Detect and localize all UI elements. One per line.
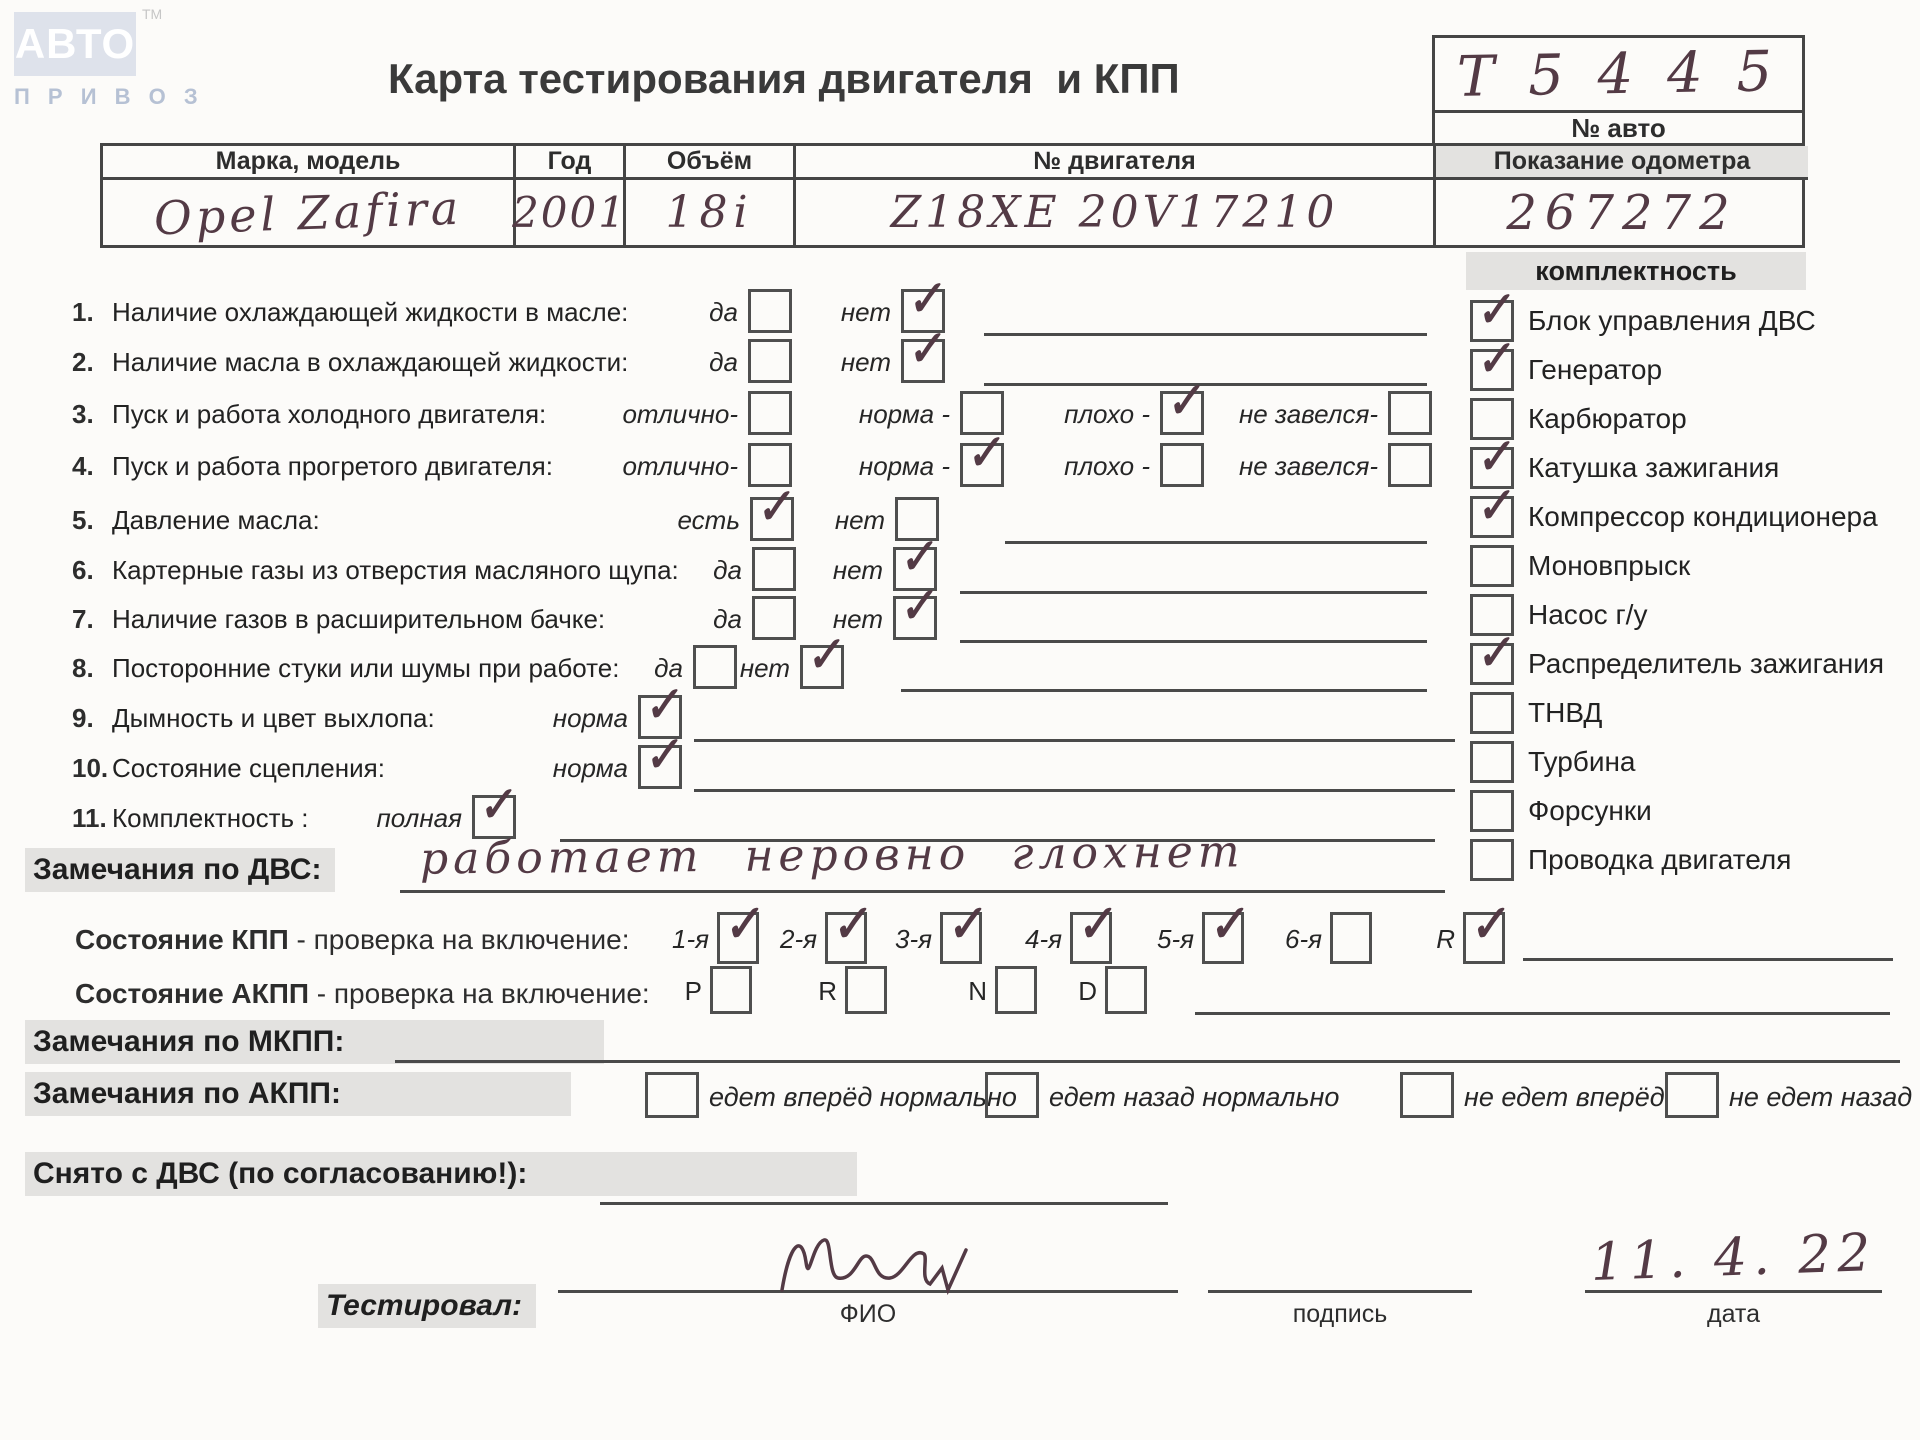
equipment-5-label: Компрессор кондиционера xyxy=(1528,501,1878,532)
item8-label: Посторонние стуки или шумы при работе: xyxy=(112,653,620,683)
item9-label: Дымность и цвет выхлопа: xyxy=(112,703,435,733)
akpp-line xyxy=(1195,1012,1890,1015)
kpp-gear-2-label: 2-я xyxy=(779,924,817,954)
item10-answer-line xyxy=(694,789,1455,792)
equipment-4-checkbox[interactable] xyxy=(1470,429,1516,489)
item5-answer-line xyxy=(1005,541,1427,544)
equipment-12-label: Проводка двигателя xyxy=(1528,844,1792,875)
auto-number-value: T 5 4 4 5 xyxy=(1456,38,1781,110)
fio-caption: ФИО xyxy=(839,1300,897,1328)
kpp-gear-1-checkbox-tick: ✓ xyxy=(718,894,765,954)
item8-option-2-label: нет xyxy=(739,653,790,683)
item3-label: Пуск и работа холодного двигателя: xyxy=(112,399,547,429)
equipment-10-label: Турбина xyxy=(1528,746,1636,777)
equipment-1-label: Блок управления ДВС xyxy=(1528,305,1816,336)
item3-option-4-checkbox[interactable] xyxy=(1388,391,1432,435)
item5-number: 5. xyxy=(72,505,94,535)
kpp-row-label xyxy=(75,924,629,956)
item9-number: 9. xyxy=(72,703,94,733)
equipment-12-checkbox[interactable] xyxy=(1470,839,1514,881)
item6-label: Картерные газы из отверстия масляного щупа: xyxy=(112,555,679,585)
equipment-3-checkbox[interactable] xyxy=(1470,398,1514,440)
item11-label: Комплектность : xyxy=(112,803,309,833)
equipment-9-label: ТНВД xyxy=(1528,697,1603,728)
akpp-gear-3-label: N xyxy=(968,976,987,1006)
item5-label: Давление масла: xyxy=(112,505,320,535)
item10-label: Состояние сцепления: xyxy=(112,753,385,783)
item4-option-1-label: отлично- xyxy=(622,451,738,481)
dvs-remarks-line xyxy=(400,890,1445,893)
item8-option-2-checkbox[interactable] xyxy=(800,627,846,689)
item2-answer-line xyxy=(984,383,1427,386)
kpp-label-rest: - проверка на включение: xyxy=(288,924,630,955)
equipment-11-label: Форсунки xyxy=(1528,795,1652,826)
item6-option-2-checkbox-tick: ✓ xyxy=(894,529,939,586)
item2-option-2-checkbox[interactable] xyxy=(901,321,947,383)
item2-option-2-checkbox-tick: ✓ xyxy=(902,321,947,378)
item11-number: 11. xyxy=(72,803,107,833)
akpp-gear-4-label: D xyxy=(1078,976,1097,1006)
item4-option-3-label: плохо - xyxy=(1064,451,1150,481)
auto-number-label: № авто xyxy=(1571,112,1666,143)
item7-number: 7. xyxy=(72,604,94,634)
item6-option-1-label: да xyxy=(713,555,742,585)
value-volume: 18i xyxy=(665,187,754,238)
item7-option-1-label: да xyxy=(713,604,742,634)
value-make-model: Opel Zafira xyxy=(153,180,463,245)
value-odometer: 267272 xyxy=(1506,184,1738,241)
item7-label: Наличие газов в расширительном бачке: xyxy=(112,604,606,634)
akpp-remarks-option-1-label: едет вперёд нормально xyxy=(709,1082,1017,1112)
item6-option-2-label: нет xyxy=(832,555,883,585)
dvs-remarks-label: Замечания по ДВС: xyxy=(25,848,335,892)
equipment-8-checkbox[interactable] xyxy=(1470,625,1516,685)
item5-option-1-label: есть xyxy=(677,505,740,535)
item4-option-4-label: не завелся- xyxy=(1238,451,1378,481)
equipment-8-label: Распределитель зажигания xyxy=(1528,648,1885,679)
item8-option-1-label: да xyxy=(654,653,683,683)
kpp-gear-5-label: 5-я xyxy=(1156,924,1194,954)
akpp-remarks-option-2-label: едет назад нормально xyxy=(1049,1082,1340,1112)
logo-tm: TM xyxy=(142,6,163,22)
item8-option-2-checkbox-tick: ✓ xyxy=(801,627,846,684)
kpp-gear-1-label: 1-я xyxy=(671,924,709,954)
item4-option-2-label: норма - xyxy=(858,451,950,481)
item5-option-2-checkbox[interactable] xyxy=(895,497,939,541)
akpp-gear-2-checkbox[interactable] xyxy=(845,966,887,1014)
tested-by-label: Тестировал: xyxy=(318,1284,536,1328)
akpp-remarks-label: Замечания по АКПП: xyxy=(25,1072,571,1116)
equipment-4-checkbox-tick: ✓ xyxy=(1471,429,1516,486)
dvs-remarks-value: работает неровно глохнет xyxy=(419,826,1245,885)
akpp-gear-1-label: P xyxy=(684,976,702,1006)
date-value: 11. 4. 22 xyxy=(1589,1223,1878,1293)
kpp-gear-3-checkbox-tick: ✓ xyxy=(941,894,988,954)
item3-option-3-checkbox-tick: ✓ xyxy=(1161,373,1206,430)
kpp-gear-6-checkbox[interactable] xyxy=(1330,912,1372,964)
item9-option-1-label: норма xyxy=(552,703,628,733)
equipment-7-checkbox[interactable] xyxy=(1470,594,1514,636)
akpp-label-bold: Состояние АКПП xyxy=(75,978,309,1009)
kpp-gear-7-label: R xyxy=(1436,924,1455,954)
kpp-gear-6-label: 6-я xyxy=(1284,924,1322,954)
equipment-2-checkbox-tick: ✓ xyxy=(1471,331,1516,388)
item8-answer-line xyxy=(901,689,1427,692)
date-caption: дата xyxy=(1706,1300,1760,1328)
item9-option-1-checkbox[interactable] xyxy=(638,677,684,739)
equipment-3-label: Карбюратор xyxy=(1528,403,1687,434)
mkpp-remarks-label: Замечания по МКПП: xyxy=(25,1020,604,1064)
equipment-5-checkbox-tick: ✓ xyxy=(1471,478,1516,535)
removed-line xyxy=(600,1202,1168,1205)
kpp-line xyxy=(1523,958,1893,961)
page-title: Карта тестирования двигателя и КПП xyxy=(388,55,1180,102)
col-header-engine-number: № двигателя xyxy=(796,146,1436,180)
kpp-gear-7-checkbox-tick: ✓ xyxy=(1464,894,1511,954)
kpp-gear-7-checkbox[interactable] xyxy=(1463,894,1511,964)
item1-number: 1. xyxy=(72,297,94,327)
equipment-8-checkbox-tick: ✓ xyxy=(1471,625,1516,682)
item6-option-2-checkbox[interactable] xyxy=(893,529,939,591)
equipment-1-checkbox-tick: ✓ xyxy=(1471,282,1516,339)
logo-sub-text: П Р И В О З xyxy=(14,84,204,109)
equipment-6-label: Моновпрыск xyxy=(1528,550,1691,581)
item10-option-1-checkbox[interactable] xyxy=(638,727,684,789)
item10-number: 10. xyxy=(72,753,109,783)
item4-option-2-checkbox-tick: ✓ xyxy=(961,425,1006,482)
akpp-remarks-option-3-checkbox[interactable] xyxy=(1400,1072,1454,1118)
value-year: 2001 xyxy=(512,188,627,237)
item4-label: Пуск и работа прогретого двигателя: xyxy=(112,451,553,481)
equipment-10-checkbox[interactable] xyxy=(1470,741,1514,783)
item8-number: 8. xyxy=(72,653,94,683)
item9-answer-line xyxy=(694,739,1455,742)
equipment-9-checkbox[interactable] xyxy=(1470,692,1514,734)
col-header-year: Год xyxy=(516,146,626,180)
equipment-2-label: Генератор xyxy=(1528,354,1663,385)
item2-option-1-label: да xyxy=(709,347,738,377)
kpp-label-bold: Состояние КПП xyxy=(75,924,289,955)
signature-caption: подпись xyxy=(1292,1300,1388,1328)
item11-option-1-label: полная xyxy=(376,803,462,833)
akpp-label-rest: - проверка на включение: xyxy=(308,978,650,1009)
item1-label: Наличие охлаждающей жидкости в масле: xyxy=(112,297,629,327)
item5-option-1-checkbox-tick: ✓ xyxy=(751,479,796,536)
col-header-make-model: Марка, модель xyxy=(103,146,516,180)
kpp-gear-2-checkbox-tick: ✓ xyxy=(826,894,873,954)
equipment-header: комплектность xyxy=(1466,252,1806,290)
akpp-remarks-option-2-checkbox[interactable] xyxy=(985,1072,1039,1118)
removed-from-engine-label: Снято с ДВС (по согласованию!): xyxy=(25,1152,857,1196)
akpp-remarks-option-4-checkbox[interactable] xyxy=(1665,1072,1719,1118)
item6-answer-line xyxy=(960,591,1427,594)
kpp-gear-4-label: 4-я xyxy=(1024,924,1062,954)
item3-option-3-label: плохо - xyxy=(1064,399,1150,429)
item2-option-2-label: нет xyxy=(840,347,891,377)
equipment-5-checkbox[interactable] xyxy=(1470,478,1516,538)
col-header-odometer: Показание одометра xyxy=(1436,146,1808,180)
col-header-volume: Объём xyxy=(626,146,796,180)
item1-answer-line xyxy=(984,333,1427,336)
akpp-remarks-option-1-checkbox[interactable] xyxy=(645,1072,699,1118)
item7-option-2-checkbox[interactable] xyxy=(893,578,939,640)
item11-option-1-checkbox-tick: ✓ xyxy=(473,777,518,834)
kpp-gear-5-checkbox-tick: ✓ xyxy=(1203,894,1250,954)
item7-option-2-checkbox-tick: ✓ xyxy=(894,578,939,635)
equipment-4-label: Катушка зажигания xyxy=(1528,452,1780,483)
equipment-11-checkbox[interactable] xyxy=(1470,790,1514,832)
signature-scribble xyxy=(770,1228,1000,1298)
item4-number: 4. xyxy=(72,451,94,481)
equipment-7-label: Насос г/у xyxy=(1528,599,1648,630)
item2-label: Наличие масла в охлаждающей жидкости: xyxy=(112,347,629,377)
item1-option-2-checkbox[interactable] xyxy=(901,271,947,333)
item1-option-2-label: нет xyxy=(840,297,891,327)
logo-brand-text: АВТО xyxy=(14,20,136,67)
kpp-gear-4-checkbox-tick: ✓ xyxy=(1071,894,1118,954)
item5-option-2-label: нет xyxy=(834,505,885,535)
item2-number: 2. xyxy=(72,347,94,377)
item10-option-1-label: норма xyxy=(552,753,628,783)
item7-option-2-label: нет xyxy=(832,604,883,634)
akpp-gear-1-checkbox[interactable] xyxy=(710,966,752,1014)
item9-option-1-checkbox-tick: ✓ xyxy=(639,677,684,734)
signature-line xyxy=(1208,1290,1472,1293)
akpp-gear-2-label: R xyxy=(818,976,837,1006)
mkpp-remarks-line xyxy=(395,1060,1900,1063)
item3-option-2-label: норма - xyxy=(858,399,950,429)
item3-option-1-label: отлично- xyxy=(622,399,738,429)
item7-answer-line xyxy=(960,640,1427,643)
item3-number: 3. xyxy=(72,399,94,429)
item10-option-1-checkbox-tick: ✓ xyxy=(639,727,684,784)
akpp-row-label xyxy=(75,978,650,1010)
kpp-gear-3-label: 3-я xyxy=(894,924,932,954)
equipment-1-checkbox[interactable] xyxy=(1470,282,1516,342)
akpp-gear-4-checkbox[interactable] xyxy=(1105,966,1147,1014)
equipment-6-checkbox[interactable] xyxy=(1470,545,1514,587)
item1-option-1-label: да xyxy=(709,297,738,327)
akpp-remarks-option-3-label: не едет вперёд xyxy=(1464,1082,1665,1112)
item6-number: 6. xyxy=(72,555,94,585)
item1-option-2-checkbox-tick: ✓ xyxy=(902,271,947,328)
equipment-2-checkbox[interactable] xyxy=(1470,331,1516,391)
item4-option-4-checkbox[interactable] xyxy=(1388,443,1432,487)
item3-option-4-label: не завелся- xyxy=(1238,399,1378,429)
akpp-remarks-option-4-label: не едет назад xyxy=(1729,1082,1913,1112)
value-engine-number: Z18XE 20V17210 xyxy=(890,187,1339,238)
